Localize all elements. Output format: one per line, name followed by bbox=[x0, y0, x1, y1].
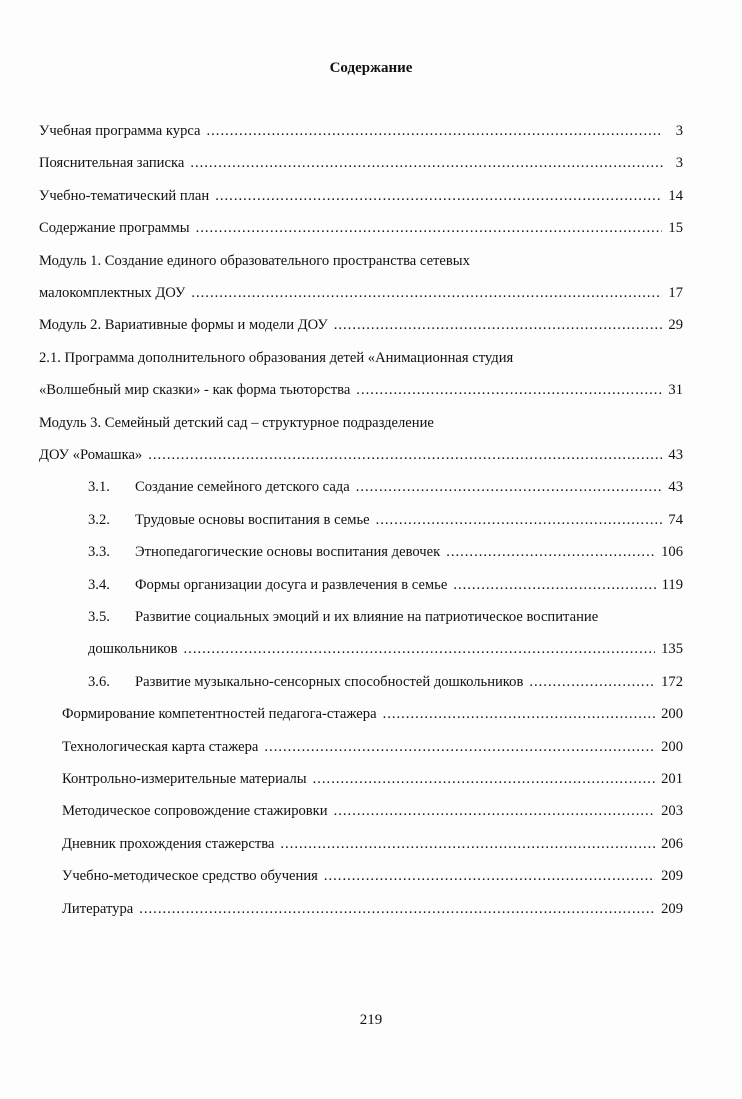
toc-entry bbox=[62, 828, 683, 860]
toc-entry-title: Формы организации досуга и развлечения в семье bbox=[135, 576, 448, 593]
toc-entry-number: 3.6. bbox=[88, 673, 110, 690]
dot-leader bbox=[376, 504, 663, 536]
page-number: 219 bbox=[359, 1012, 383, 1028]
toc-entry bbox=[62, 860, 683, 892]
toc-entry bbox=[88, 601, 683, 633]
toc-entry bbox=[62, 731, 683, 763]
dot-leader bbox=[196, 212, 663, 244]
toc-entry-title: Содержание программы bbox=[39, 220, 190, 237]
toc-entry-page: 201 bbox=[661, 771, 683, 787]
dot-leader bbox=[148, 439, 662, 471]
toc-entry-title: «Волшебный мир сказки» - как форма тьюторства bbox=[39, 382, 351, 399]
toc-entry-title: Учебно-методическое средство обучения bbox=[62, 868, 318, 885]
toc-entry bbox=[88, 536, 683, 568]
toc-entry bbox=[39, 439, 683, 471]
dot-leader bbox=[453, 569, 655, 601]
toc-entry bbox=[39, 115, 683, 147]
toc-entry-title: Трудовые основы воспитания в семье bbox=[135, 511, 370, 528]
toc-entry bbox=[39, 277, 683, 309]
dot-leader bbox=[191, 277, 662, 309]
dot-leader bbox=[280, 828, 655, 860]
dot-leader bbox=[446, 536, 655, 568]
dot-leader bbox=[207, 115, 664, 147]
toc-entry-title: Учебная программа курса bbox=[39, 123, 201, 139]
toc-entry-number: 3.4. bbox=[88, 576, 110, 593]
toc-entry-page: 43 bbox=[668, 447, 683, 463]
dot-leader bbox=[334, 795, 656, 827]
toc-entry bbox=[39, 245, 683, 277]
toc-entry bbox=[88, 504, 683, 536]
toc-entry-number: 3.5. bbox=[88, 609, 110, 625]
toc-entry-page: 17 bbox=[668, 285, 683, 301]
dot-leader bbox=[215, 180, 662, 212]
toc-entry-page: 200 bbox=[661, 738, 683, 755]
dot-leader bbox=[184, 633, 656, 665]
toc-entry-number: 3.2. bbox=[88, 511, 110, 528]
toc-entry-title: Создание семейного детского сада bbox=[135, 479, 350, 496]
toc-entry bbox=[62, 893, 683, 925]
dot-leader bbox=[264, 731, 655, 763]
dot-leader bbox=[529, 666, 655, 698]
toc-entry-page: 106 bbox=[661, 544, 683, 561]
toc-entry-page: 74 bbox=[668, 511, 683, 528]
toc-entry-title: Развитие социальных эмоций и их влияние на патриотическое воспитание bbox=[135, 609, 599, 625]
toc-entry bbox=[39, 309, 683, 341]
toc-entry-number: 3.1. bbox=[88, 479, 110, 496]
toc-entry bbox=[88, 569, 683, 601]
toc-entry-page: 119 bbox=[661, 576, 683, 593]
toc-entry-title: Развитие музыкально-сенсорных способностей дошкольников bbox=[135, 673, 524, 690]
toc-entry-title: Пояснительная записка bbox=[39, 155, 185, 172]
toc-entry-title: Литература bbox=[62, 900, 134, 917]
toc-entry-title: Модуль 2. Вариативные формы и модели ДОУ bbox=[39, 317, 328, 334]
toc-entry bbox=[39, 407, 683, 439]
toc-entry-page: 43 bbox=[668, 479, 683, 496]
page-title: Содержание bbox=[329, 60, 413, 76]
toc-entry-title: дошкольников bbox=[88, 641, 178, 658]
toc-entry bbox=[39, 374, 683, 406]
toc-entry-page: 31 bbox=[668, 382, 683, 399]
toc-entry-page: 135 bbox=[661, 641, 683, 658]
toc-entry bbox=[62, 698, 683, 730]
dot-leader bbox=[313, 763, 656, 795]
toc-entry-title: Методическое сопровождение стажировки bbox=[62, 803, 328, 820]
toc-entry-title: 2.1. Программа дополнительного образования детей «Анимационная студия bbox=[39, 349, 514, 366]
toc-entry-page: 14 bbox=[668, 187, 683, 204]
toc-entry-page: 209 bbox=[661, 900, 683, 917]
toc-entry-page: 200 bbox=[661, 706, 683, 723]
toc-entry-page: 29 bbox=[668, 317, 683, 334]
toc-entry-title: Этнопедагогические основы воспитания девочек bbox=[135, 544, 441, 561]
toc-entry-page: 203 bbox=[661, 803, 683, 820]
toc-entry-title: Технологическая карта стажера bbox=[62, 738, 259, 755]
toc-entry-page: 3 bbox=[675, 155, 683, 172]
toc-entry-title: Учебно-тематический план bbox=[39, 187, 210, 204]
toc-entry-page: 15 bbox=[668, 220, 683, 237]
toc-entry-page: 209 bbox=[661, 868, 683, 885]
dot-leader bbox=[356, 471, 663, 503]
dot-leader bbox=[324, 860, 655, 892]
toc-entry-number: 3.3. bbox=[88, 544, 110, 561]
toc-entry bbox=[39, 180, 683, 212]
toc-entry bbox=[62, 795, 683, 827]
toc-entry-title: малокомплектных ДОУ bbox=[39, 285, 186, 301]
toc-entry bbox=[88, 471, 683, 503]
toc-entry bbox=[88, 633, 683, 665]
toc-entry-page: 206 bbox=[661, 835, 683, 852]
toc-entry-title: ДОУ «Ромашка» bbox=[39, 447, 143, 463]
toc-entry-title: Контрольно-измерительные материалы bbox=[62, 771, 307, 787]
toc-entry-title: Дневник прохождения стажерства bbox=[62, 835, 275, 852]
toc-entry bbox=[62, 763, 683, 795]
toc-entry-title: Формирование компетентностей педагога-стажера bbox=[62, 706, 377, 723]
toc-entry bbox=[39, 212, 683, 244]
toc-entry-title: Модуль 3. Семейный детский сад – структурное подразделение bbox=[39, 414, 434, 431]
dot-leader bbox=[356, 374, 662, 406]
toc-entry bbox=[39, 147, 683, 179]
dot-leader bbox=[139, 893, 655, 925]
toc-entry-title: Модуль 1. Создание единого образовательного пространства сетевых bbox=[39, 252, 470, 269]
toc-entry bbox=[88, 666, 683, 698]
toc-entry bbox=[39, 342, 683, 374]
dot-leader bbox=[334, 309, 663, 341]
dot-leader bbox=[190, 147, 663, 179]
toc-entry-page: 172 bbox=[661, 673, 683, 690]
toc-entry-page: 3 bbox=[675, 123, 683, 139]
dot-leader bbox=[383, 698, 656, 730]
